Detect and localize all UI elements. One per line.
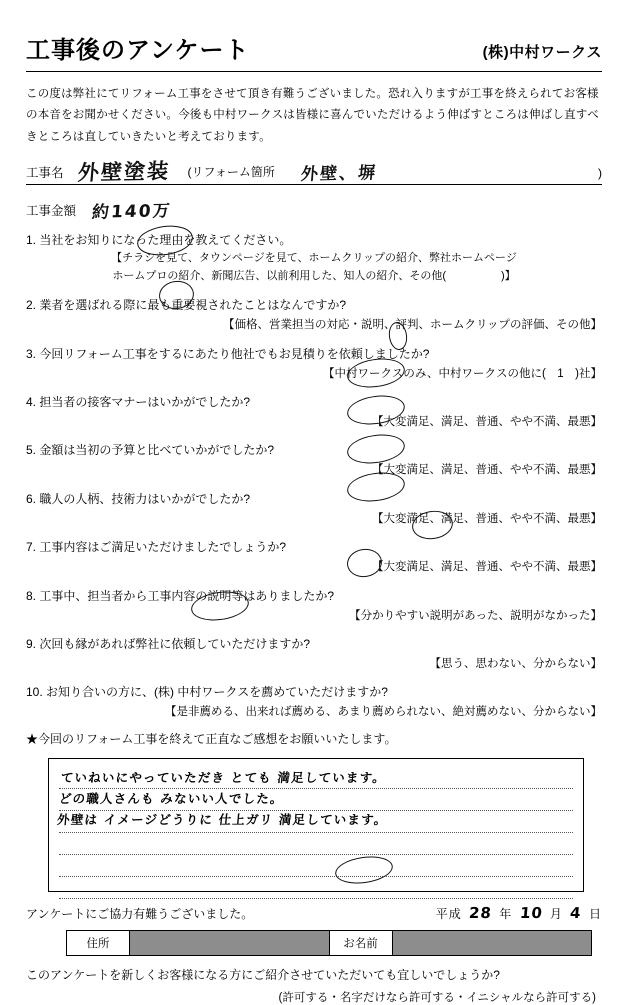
question-3-text: 今回リフォーム工事をするにあたり他社でもお見積りを依頼しましたか? bbox=[39, 346, 430, 361]
reform-place-value: 外壁、塀 bbox=[300, 163, 378, 185]
thanks-text: アンケートにご協力有難うございました。 bbox=[26, 906, 254, 921]
reform-place-close-paren: ) bbox=[598, 165, 602, 180]
question-5-options[interactable] bbox=[26, 461, 602, 479]
final-question: このアンケートを新しくお客様になる方にご紹介させていただいても宜しいでしょうか? bbox=[26, 967, 500, 982]
comment-line-1: ていねいにやっていただき とても 満足しています。 bbox=[60, 769, 387, 785]
question-9-options-text: 【思う、思わない、分からない】 bbox=[429, 657, 602, 670]
question-6-circle-mark bbox=[352, 440, 400, 458]
date-field[interactable] bbox=[436, 904, 602, 922]
amount-label: 工事金額 bbox=[26, 203, 77, 218]
question-7 bbox=[26, 538, 602, 556]
work-name-field[interactable] bbox=[26, 158, 602, 185]
year-unit: 年 bbox=[499, 906, 513, 921]
era-label: 平成 bbox=[435, 906, 462, 921]
question-10 bbox=[26, 683, 602, 701]
question-5 bbox=[26, 441, 602, 459]
header-divider bbox=[26, 71, 602, 72]
question-5-text: 金額は当初の予算と比べていかがでしたか? bbox=[39, 443, 275, 458]
question-7-circle-mark bbox=[352, 478, 400, 496]
free-comment-prompt: ★今回のリフォーム工事を終えて正直なご感想をお願いいたします。 bbox=[26, 731, 397, 746]
question-10-number: 10. bbox=[26, 685, 43, 700]
question-9-number: 9. bbox=[26, 636, 37, 651]
question-10-options[interactable] bbox=[26, 703, 602, 721]
question-4-options[interactable] bbox=[26, 413, 602, 431]
question-3-options[interactable] bbox=[26, 365, 602, 383]
comment-line-3: 外壁は イメージどうりに 仕上ガリ 満足しています。 bbox=[56, 811, 389, 827]
question-6 bbox=[26, 490, 602, 508]
question-2-circle-mark bbox=[164, 286, 189, 304]
page-title: 工事後のアンケート bbox=[26, 37, 250, 64]
question-9-circle-mark bbox=[352, 554, 377, 572]
question-6-options[interactable] bbox=[26, 510, 602, 528]
question-3-number: 3. bbox=[26, 346, 37, 361]
question-7-options[interactable] bbox=[26, 558, 602, 576]
question-8-number: 8. bbox=[26, 588, 37, 603]
question-1 bbox=[26, 231, 602, 249]
question-9-text: 次回も縁があれば弊社に依頼していただけますか? bbox=[39, 636, 311, 651]
comment-line-2: どの職人さんも みないい人でした。 bbox=[58, 790, 285, 806]
company-name: (株)中村ワークス bbox=[482, 44, 602, 61]
question-9-options[interactable] bbox=[26, 655, 602, 673]
question-1-options-line2: ホームプロの紹介、新聞広告、以前利用した、知人の紹介、その他( )】 bbox=[112, 270, 516, 283]
document-header bbox=[26, 30, 602, 65]
question-7-number: 7. bbox=[26, 540, 37, 555]
question-1-circle-mark bbox=[142, 231, 188, 250]
question-2-options-text: 【価格、営業担当の対応・説明、評判、ホームクリップの評価、その他】 bbox=[222, 319, 602, 332]
day-unit: 日 bbox=[588, 906, 602, 921]
question-10-text: お知り合いの方に、(株) 中村ワークスを薦めていただけますか? bbox=[46, 685, 388, 700]
customer-info-table bbox=[66, 930, 592, 956]
work-name-value: 外壁塗装 bbox=[76, 158, 171, 185]
question-4-options-text: 【大変満足、満足、普通、やや不満、最悪】 bbox=[372, 415, 602, 428]
question-10-options-text: 【是非薦める、出来れば薦める、あまり薦められない、絶対薦めない、分からない】 bbox=[165, 706, 602, 719]
question-2-text: 業者を選ばれる際に最も重要視されたことはなんですか? bbox=[39, 298, 347, 313]
question-7-options-text: 【大変満足、満足、普通、やや不満、最悪】 bbox=[372, 561, 602, 574]
question-4-circle-mark bbox=[352, 364, 400, 382]
question-1-number: 1. bbox=[26, 232, 37, 247]
name-value-redacted[interactable] bbox=[393, 931, 592, 955]
question-4-number: 4. bbox=[26, 394, 37, 409]
name-label: お名前 bbox=[330, 931, 393, 955]
question-8-circle-mark bbox=[420, 516, 445, 534]
address-label: 住所 bbox=[67, 931, 130, 955]
question-8 bbox=[26, 587, 602, 605]
question-5-circle-mark bbox=[352, 401, 400, 419]
date-day: 4 bbox=[569, 903, 583, 922]
question-5-options-text: 【大変満足、満足、普通、やや不満、最悪】 bbox=[372, 464, 602, 477]
question-3-circle-mark bbox=[394, 327, 402, 345]
comment-handwriting bbox=[56, 767, 576, 830]
question-6-number: 6. bbox=[26, 491, 37, 506]
address-value-redacted[interactable] bbox=[130, 931, 330, 955]
question-6-text: 職人の人柄、技術力はいかがでしたか? bbox=[39, 491, 251, 506]
question-4-text: 担当者の接客マナーはいかがでしたか? bbox=[39, 394, 251, 409]
footer-thanks-row bbox=[26, 904, 602, 922]
question-9 bbox=[26, 635, 602, 653]
question-8-text: 工事中、担当者から工事内容の説明等はありましたか? bbox=[39, 588, 335, 603]
question-6-options-text: 【大変満足、満足、普通、やや不満、最悪】 bbox=[372, 512, 602, 525]
question-3 bbox=[26, 345, 602, 363]
question-1-options[interactable] bbox=[26, 249, 602, 286]
intro-paragraph: この度は弊社にてリフォーム工事をさせて頂き有難うございました。恐れ入りますが工事を終えられてお客様の本音をお聞かせください。今後も中村ワークスは皆様に喜んでいただけるよう伸ばすところは伸ばし直すべきところは直していきたいと考えております。 bbox=[26, 88, 599, 143]
date-month: 10 bbox=[518, 903, 544, 922]
final-answer-text: (許可する・名字だけなら許可する・イニシャルなら許可する) bbox=[278, 991, 596, 1004]
question-1-options-line1: 【チラシを見て、タウンページを見て、ホームクリップの紹介、弊社ホームページ bbox=[111, 251, 517, 264]
final-circle-mark bbox=[340, 862, 388, 878]
date-year: 28 bbox=[468, 903, 493, 922]
question-10-circle-mark bbox=[196, 597, 244, 615]
question-7-text: 工事内容はご満足いただけましたでしょうか? bbox=[39, 540, 287, 555]
amount-value: 約140万 bbox=[91, 200, 173, 223]
question-4 bbox=[26, 393, 602, 411]
question-5-number: 5. bbox=[26, 443, 37, 458]
final-answer-options[interactable] bbox=[26, 989, 602, 1005]
reform-place-label: (リフォーム箇所 bbox=[187, 164, 275, 179]
question-8-options[interactable] bbox=[26, 607, 602, 625]
question-2-number: 2. bbox=[26, 298, 37, 313]
question-2 bbox=[26, 296, 602, 314]
month-unit: 月 bbox=[549, 906, 563, 921]
question-8-options-text: 【分かりやすい説明があった、説明がなかった】 bbox=[349, 609, 602, 622]
free-comment-box[interactable] bbox=[48, 758, 584, 892]
question-3-options-text: 【中村ワークスのみ、中村ワークスの他に( 1 )社】 bbox=[322, 367, 602, 380]
question-1-text: 当社をお知りになった理由を教えてください。 bbox=[39, 232, 292, 247]
question-2-options[interactable] bbox=[26, 316, 602, 334]
amount-field[interactable] bbox=[26, 201, 602, 221]
work-name-label: 工事名 bbox=[26, 165, 64, 180]
